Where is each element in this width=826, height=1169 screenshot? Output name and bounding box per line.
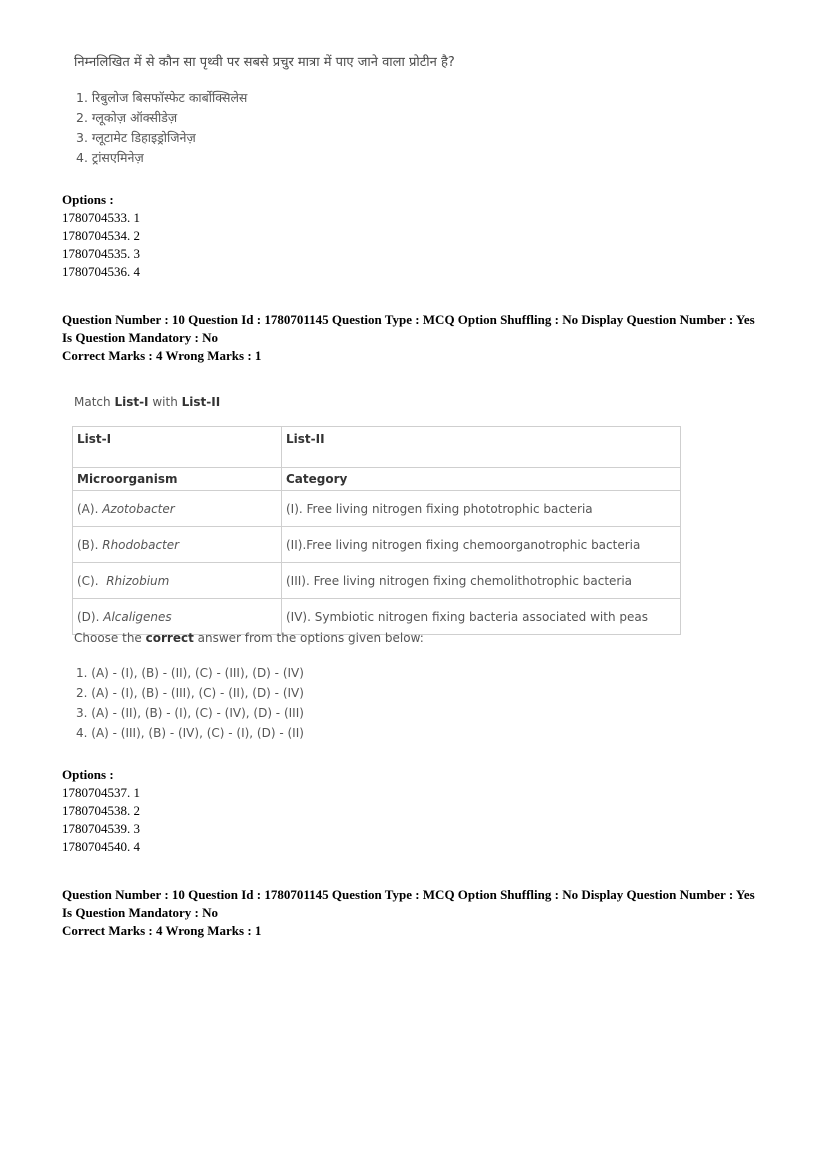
organism-cell: (A). Azotobacter bbox=[73, 491, 282, 527]
q9-choice: 3. ग्लूटामेट डिहाइड्रोजिनेज़ bbox=[76, 130, 196, 145]
q9-choice: 4. ट्रांसएमिनेज़ bbox=[76, 150, 144, 165]
q9-options bbox=[62, 191, 140, 281]
table-subheader-cell: Category bbox=[282, 468, 681, 491]
table-row bbox=[73, 491, 681, 527]
option-id: 1780704535. 3 bbox=[62, 246, 140, 261]
q10-choice: 4. (A) - (III), (B) - (IV), (C) - (I), (D) - (II) bbox=[76, 726, 304, 740]
option-id: 1780704537. 1 bbox=[62, 785, 140, 800]
table-header-row bbox=[73, 427, 681, 468]
question-meta-line: Question Number : 10 Question Id : 1780701145 Question Type : MCQ Option Shuffling : No Display Question Number : Yes bbox=[62, 312, 755, 327]
option-id: 1780704540. 4 bbox=[62, 839, 140, 854]
option-id: 1780704536. 4 bbox=[62, 264, 140, 279]
table-row bbox=[73, 563, 681, 599]
category-cell: (III). Free living nitrogen fixing chemolithotrophic bacteria bbox=[282, 563, 681, 599]
question-marks-line: Correct Marks : 4 Wrong Marks : 1 bbox=[62, 923, 262, 938]
table-row bbox=[73, 527, 681, 563]
next-question-header bbox=[62, 886, 755, 940]
q10-choice: 1. (A) - (I), (B) - (II), (C) - (III), (D) - (IV) bbox=[76, 666, 304, 680]
organism-cell: (B). Rhodobacter bbox=[73, 527, 282, 563]
list-1-label: List-I bbox=[114, 395, 149, 409]
option-id: 1780704539. 3 bbox=[62, 821, 140, 836]
table-header-cell: List-II bbox=[282, 427, 681, 468]
category-cell: (IV). Symbiotic nitrogen fixing bacteria associated with peas bbox=[282, 599, 681, 635]
option-id: 1780704534. 2 bbox=[62, 228, 140, 243]
organism-cell: (D). Alcaligenes bbox=[73, 599, 282, 635]
question-mandatory-line: Is Question Mandatory : No bbox=[62, 330, 219, 345]
q10-header bbox=[62, 311, 755, 365]
q10-options bbox=[62, 766, 140, 856]
q9-question-text: निम्नलिखित में से कौन सा पृथ्वी पर सबसे प्रचुर मात्रा में पाए जाने वाला प्रोटीन है? bbox=[74, 55, 455, 70]
option-id: 1780704538. 2 bbox=[62, 803, 140, 818]
question-meta-line: Question Number : 10 Question Id : 1780701145 Question Type : MCQ Option Shuffling : No Display Question Number : Yes bbox=[62, 887, 755, 902]
q10-choice: 3. (A) - (II), (B) - (I), (C) - (IV), (D) - (III) bbox=[76, 706, 304, 720]
q10-choice: 2. (A) - (I), (B) - (III), (C) - (II), (D) - (IV) bbox=[76, 686, 304, 700]
q9-choices bbox=[76, 88, 247, 168]
organism-cell: (C). Rhizobium bbox=[73, 563, 282, 599]
table-subheader-row bbox=[73, 468, 681, 491]
match-table bbox=[72, 426, 681, 635]
q10-choices bbox=[76, 663, 304, 743]
table-subheader-cell: Microorganism bbox=[73, 468, 282, 491]
option-id: 1780704533. 1 bbox=[62, 210, 140, 225]
table-header-cell: List-I bbox=[73, 427, 282, 468]
table-row bbox=[73, 599, 681, 635]
q9-choice: 1. रिबुलोज बिसफॉस्फेट कार्बोक्सिलेस bbox=[76, 90, 248, 105]
list-2-label: List-II bbox=[181, 395, 221, 409]
options-label: Options : bbox=[62, 192, 114, 207]
choose-instruction: Choose the correct answer from the options given below: bbox=[74, 631, 424, 645]
category-cell: (II).Free living nitrogen fixing chemoorganotrophic bacteria bbox=[282, 527, 681, 563]
match-instruction: Match List-I with List-II bbox=[74, 395, 221, 409]
q9-choice: 2. ग्लूकोज़ ऑक्सीडेज़ bbox=[76, 110, 178, 125]
options-label: Options : bbox=[62, 767, 114, 782]
category-cell: (I). Free living nitrogen fixing phototrophic bacteria bbox=[282, 491, 681, 527]
question-mandatory-line: Is Question Mandatory : No bbox=[62, 905, 219, 920]
question-marks-line: Correct Marks : 4 Wrong Marks : 1 bbox=[62, 348, 262, 363]
